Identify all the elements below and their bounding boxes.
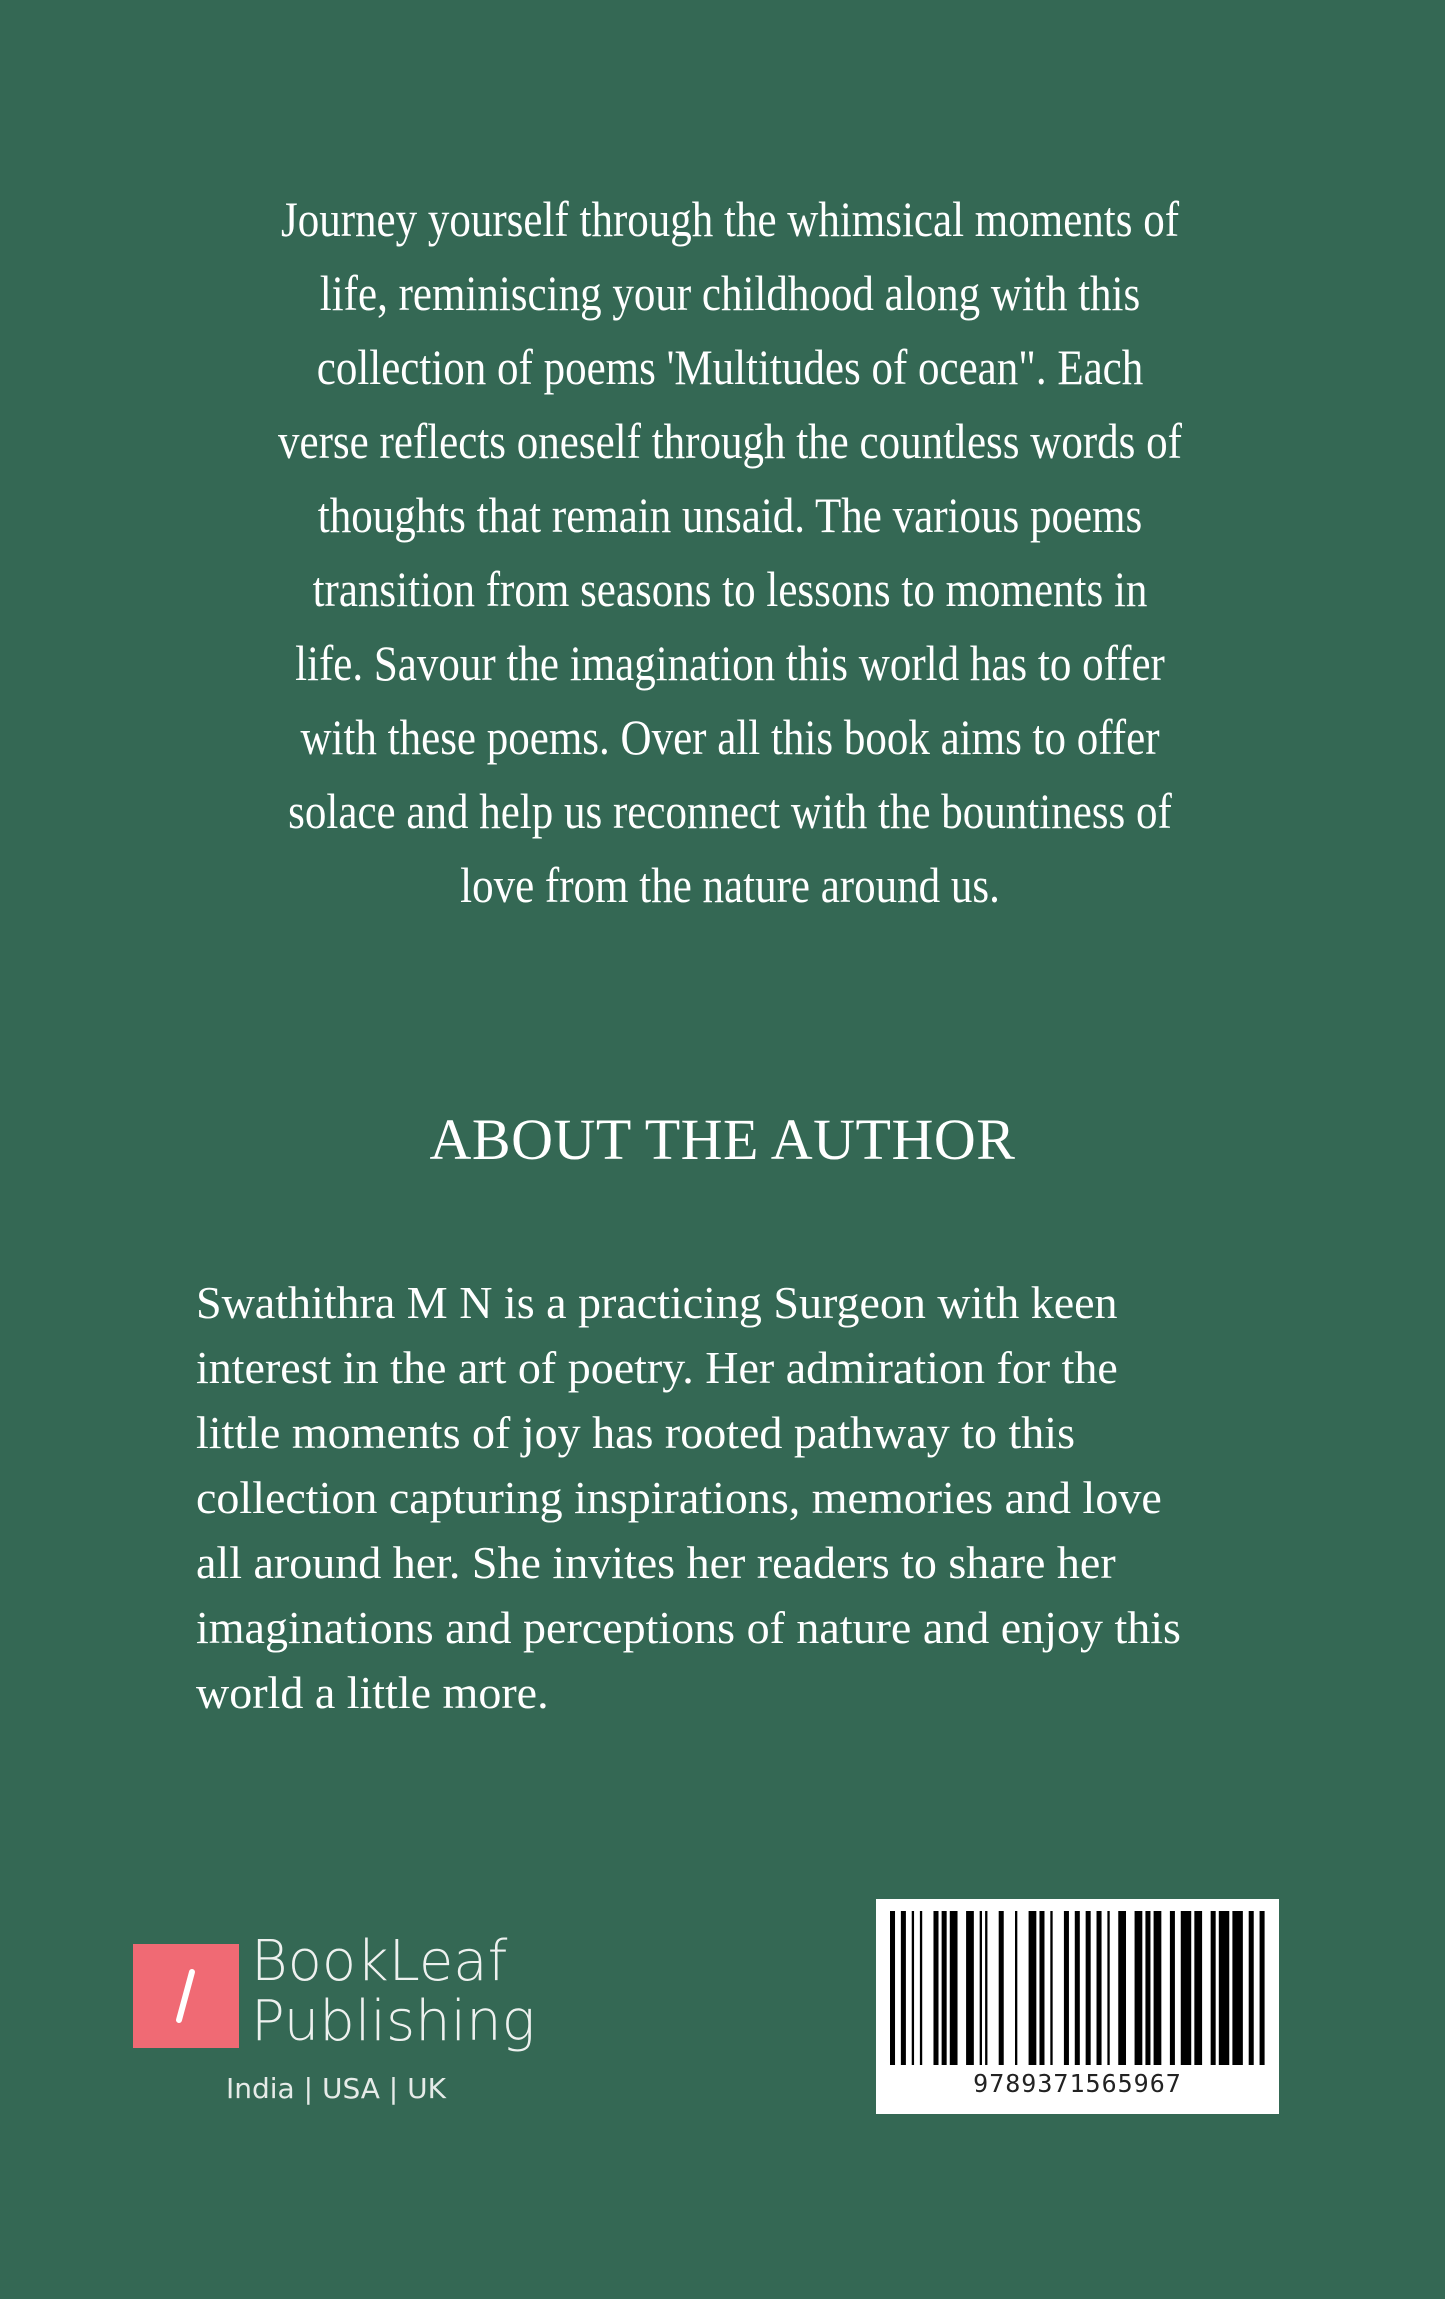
barcode-bar	[912, 1911, 914, 2065]
barcode-bar	[1086, 1911, 1091, 2065]
blurb-line: life, reminiscing your childhood along with this	[319, 265, 1141, 321]
barcode-bar	[1260, 1911, 1265, 2065]
blurb-line: Journey yourself through the whimsical moments of	[280, 191, 1180, 247]
bio-line: interest in the art of poetry. Her admiration for the	[196, 1342, 1118, 1393]
barcode-bar	[1145, 1911, 1150, 2065]
publisher-regions: India | USA | UK	[226, 2072, 446, 2105]
logo-slash-icon	[133, 1944, 239, 2048]
logo-slash-graphic	[133, 1944, 239, 2048]
bio-line: imaginations and perceptions of nature and enjoy this	[196, 1602, 1181, 1653]
blurb-line: solace and help us reconnect with the bountiness of	[288, 783, 1172, 839]
publisher-name	[251, 1929, 536, 2054]
barcode-bar	[1015, 1911, 1017, 2065]
publisher-logo	[133, 1929, 553, 2110]
barcode-bar	[901, 1911, 906, 2065]
barcode-bar	[1135, 1911, 1143, 2065]
publisher-name-line1: BookLeaf	[251, 1929, 508, 1994]
publisher-name-line2: Publishing	[251, 1989, 536, 2054]
barcode-bar	[1050, 1911, 1052, 2065]
blurb-line: collection of poems 'Multitudes of ocean". Each	[316, 339, 1144, 395]
barcode-bar	[920, 1911, 922, 2065]
about-author-heading: ABOUT THE AUTHOR	[429, 1107, 1016, 1172]
barcode-bar	[933, 1911, 938, 2065]
barcode-bar	[966, 1911, 974, 2065]
barcode-bar	[942, 1911, 947, 2065]
barcode-bar	[1249, 1911, 1254, 2065]
blurb-line: verse reflects oneself through the countless words of	[278, 413, 1182, 469]
bio-line: world a little more.	[196, 1667, 549, 1718]
barcode-bar	[1118, 1911, 1126, 2065]
barcode-bar	[950, 1911, 958, 2065]
barcode-bar	[1107, 1911, 1109, 2065]
barcode-bar	[1097, 1911, 1102, 2065]
barcode-bar	[1029, 1911, 1037, 2065]
bio-line: Swathithra M N is a practicing Surgeon with keen	[196, 1277, 1118, 1328]
back-cover-blurb	[266, 182, 1195, 922]
barcode-bar	[985, 1911, 987, 2065]
blurb-line: love from the nature around us.	[460, 857, 1000, 913]
barcode-bar	[1039, 1911, 1044, 2065]
barcode-bar	[1219, 1911, 1229, 2065]
bio-line: little moments of joy has rooted pathway to this	[196, 1407, 1075, 1458]
bio-line: collection capturing inspirations, memories and love	[196, 1472, 1162, 1523]
barcode-bar	[1211, 1911, 1216, 2065]
barcode-bar	[1232, 1911, 1242, 2065]
barcode-bar	[999, 1911, 1004, 2065]
barcode-bar	[1075, 1911, 1080, 2065]
isbn-barcode	[876, 1899, 1279, 2114]
blurb-line: with these poems. Over all this book aims to offer	[300, 709, 1160, 765]
barcode-bar	[1154, 1911, 1162, 2065]
barcode-bar	[890, 1911, 895, 2065]
barcode-bar	[1064, 1911, 1069, 2065]
isbn-number: 9789371565967	[973, 2069, 1182, 2098]
barcode-bar	[1170, 1911, 1175, 2065]
barcode-icon	[890, 1911, 1265, 2065]
blurb-line: transition from seasons to lessons to moments in	[312, 561, 1148, 617]
barcode-bar	[980, 1911, 982, 2065]
blurb-line: thoughts that remain unsaid. The various poems	[317, 487, 1143, 543]
bio-line: all around her. She invites her readers to share her	[196, 1537, 1116, 1588]
barcode-bar	[1194, 1911, 1202, 2065]
author-bio	[196, 1270, 1271, 1725]
barcode-bar	[1181, 1911, 1191, 2065]
blurb-line: life. Savour the imagination this world has to offer	[295, 635, 1165, 691]
